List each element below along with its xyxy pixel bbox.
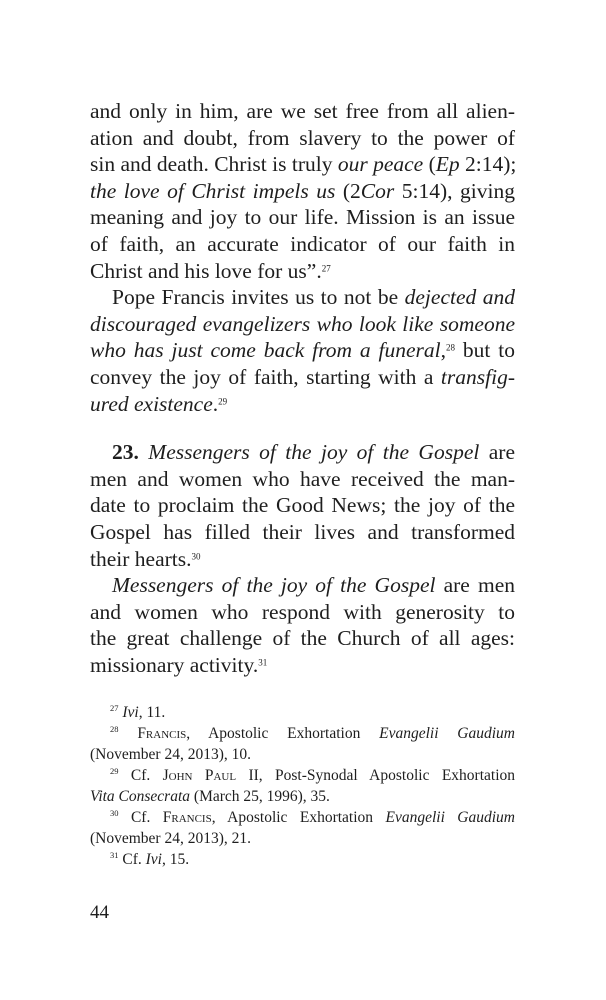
footnotes (90, 702, 515, 870)
text-line (90, 599, 515, 626)
text-run: ation and doubt, from slavery to the power of (90, 125, 515, 150)
text-line (90, 178, 515, 205)
text-line (90, 466, 515, 493)
text-line (90, 258, 515, 285)
text-run: are (479, 440, 516, 465)
footnote-ref: 28 (446, 343, 456, 354)
text-line (90, 98, 515, 125)
footnote-ref: 30 (110, 808, 119, 819)
text-run: transfig- (440, 364, 515, 389)
footnote-ref: 27 (110, 703, 119, 714)
text-run: Gospel has filled their lives and transformed (90, 519, 515, 544)
footnote-ref: 27 (321, 263, 331, 274)
footnote-line (90, 744, 515, 765)
text-run: convey the joy of faith, starting with a (90, 364, 441, 389)
text-run: Cor (360, 178, 395, 203)
text-line (90, 492, 515, 519)
text-run: Cf. (118, 851, 146, 868)
text-run: Evangelii Gaudium (385, 809, 516, 826)
text-run: Pope Francis invites us to not be (112, 285, 405, 310)
footnote-ref: 30 (191, 551, 201, 562)
text-run: men and women who have received the man- (90, 466, 515, 491)
text-run: ured existence (90, 391, 213, 416)
footnote-line (90, 765, 515, 786)
footnote-line (90, 702, 515, 723)
text-run: , 11. (138, 704, 166, 721)
text-run: Ep (435, 152, 460, 177)
footnote-line (90, 807, 515, 828)
text-run: and women who respond with generosity to (90, 599, 515, 624)
text-run: missionary activity. (90, 652, 259, 677)
text-run: meaning and joy to our life. Mission is an issue (90, 205, 515, 230)
text-run: John Paul (162, 767, 237, 784)
footnote-line (90, 849, 515, 870)
footnote-ref: 29 (218, 396, 228, 407)
text-run: Messengers of the joy of the Gospel (112, 573, 436, 598)
text-run: of faith, an accurate indicator of our faith in (90, 231, 515, 256)
text-line (90, 364, 515, 391)
paragraph-gap (90, 417, 515, 439)
text-run: our peace (337, 152, 424, 177)
text-run: date to proclaim the Good News; the joy of the (90, 493, 515, 518)
text-line (90, 519, 515, 546)
text-run: who has just come back from a funeral (90, 338, 441, 363)
footnote-line (90, 786, 515, 807)
footnote-ref: 29 (110, 766, 119, 777)
text-line (90, 391, 515, 418)
text-run: 23. (112, 440, 139, 465)
text-run: Vita Consecrata (90, 788, 191, 805)
text-run (119, 725, 138, 742)
text-line (90, 151, 515, 178)
text-line (90, 337, 515, 364)
text-run: sin and death. Christ is truly (90, 152, 338, 177)
text-line (90, 652, 515, 679)
text-run: Ivi (122, 704, 139, 721)
text-run: Evangelii Gaudium (379, 725, 516, 742)
text-run: Cf. (118, 767, 163, 784)
footnote-ref: 31 (110, 850, 119, 861)
text-run: , Apostolic Exhortation (211, 809, 386, 826)
text-run (139, 440, 148, 464)
page-number: 44 (90, 902, 109, 923)
text-line (90, 625, 515, 652)
text-run: . (212, 391, 219, 416)
text-line (90, 572, 515, 599)
text-run: and only in him, are we set free from all alien- (90, 99, 515, 123)
text-run: 2:14); (459, 152, 517, 177)
text-run: ( (423, 152, 436, 177)
text-line (90, 204, 515, 231)
text-run: , Apostolic Exhortation (186, 725, 380, 742)
text-run: Francis (162, 809, 212, 826)
text-line (90, 546, 515, 573)
text-run: , (440, 338, 446, 363)
text-run: Cf. (118, 809, 163, 826)
text-run: are men (435, 573, 515, 598)
text-run: Francis (137, 725, 187, 742)
body-text (90, 98, 515, 678)
footnote-line (90, 828, 515, 849)
footnote-ref: 31 (258, 657, 268, 668)
text-run: (November 24, 2013), 21. (90, 830, 251, 847)
text-run: (November 24, 2013), 10. (90, 746, 251, 763)
text-line (90, 311, 515, 338)
text-run: (2 (335, 178, 361, 203)
footnote-ref: 28 (110, 724, 119, 735)
footnote-line (90, 723, 515, 744)
text-run: discouraged evangelizers who look like someone (90, 311, 515, 336)
text-run: (March 25, 1996), 35. (190, 788, 330, 805)
text-run: dejected and (404, 285, 515, 310)
text-line (90, 231, 515, 258)
text-run: Messengers of the joy of the Gospel (148, 440, 480, 465)
text-run: II, Post-Synodal Apostolic Exhortation (236, 767, 515, 784)
text-run: Ivi (145, 851, 162, 868)
text-line (90, 439, 515, 466)
text-run: 5:14), giving (394, 178, 515, 203)
text-run: , 15. (162, 851, 190, 868)
text-run: the love of Christ impels us (90, 178, 336, 203)
text-run: the great challenge of the Church of all ages: (90, 626, 515, 651)
text-line (90, 125, 515, 152)
text-run: but to (455, 338, 515, 363)
text-run: Christ and his love for us”. (90, 258, 322, 283)
text-run: their hearts. (90, 546, 192, 571)
text-line (90, 284, 515, 311)
